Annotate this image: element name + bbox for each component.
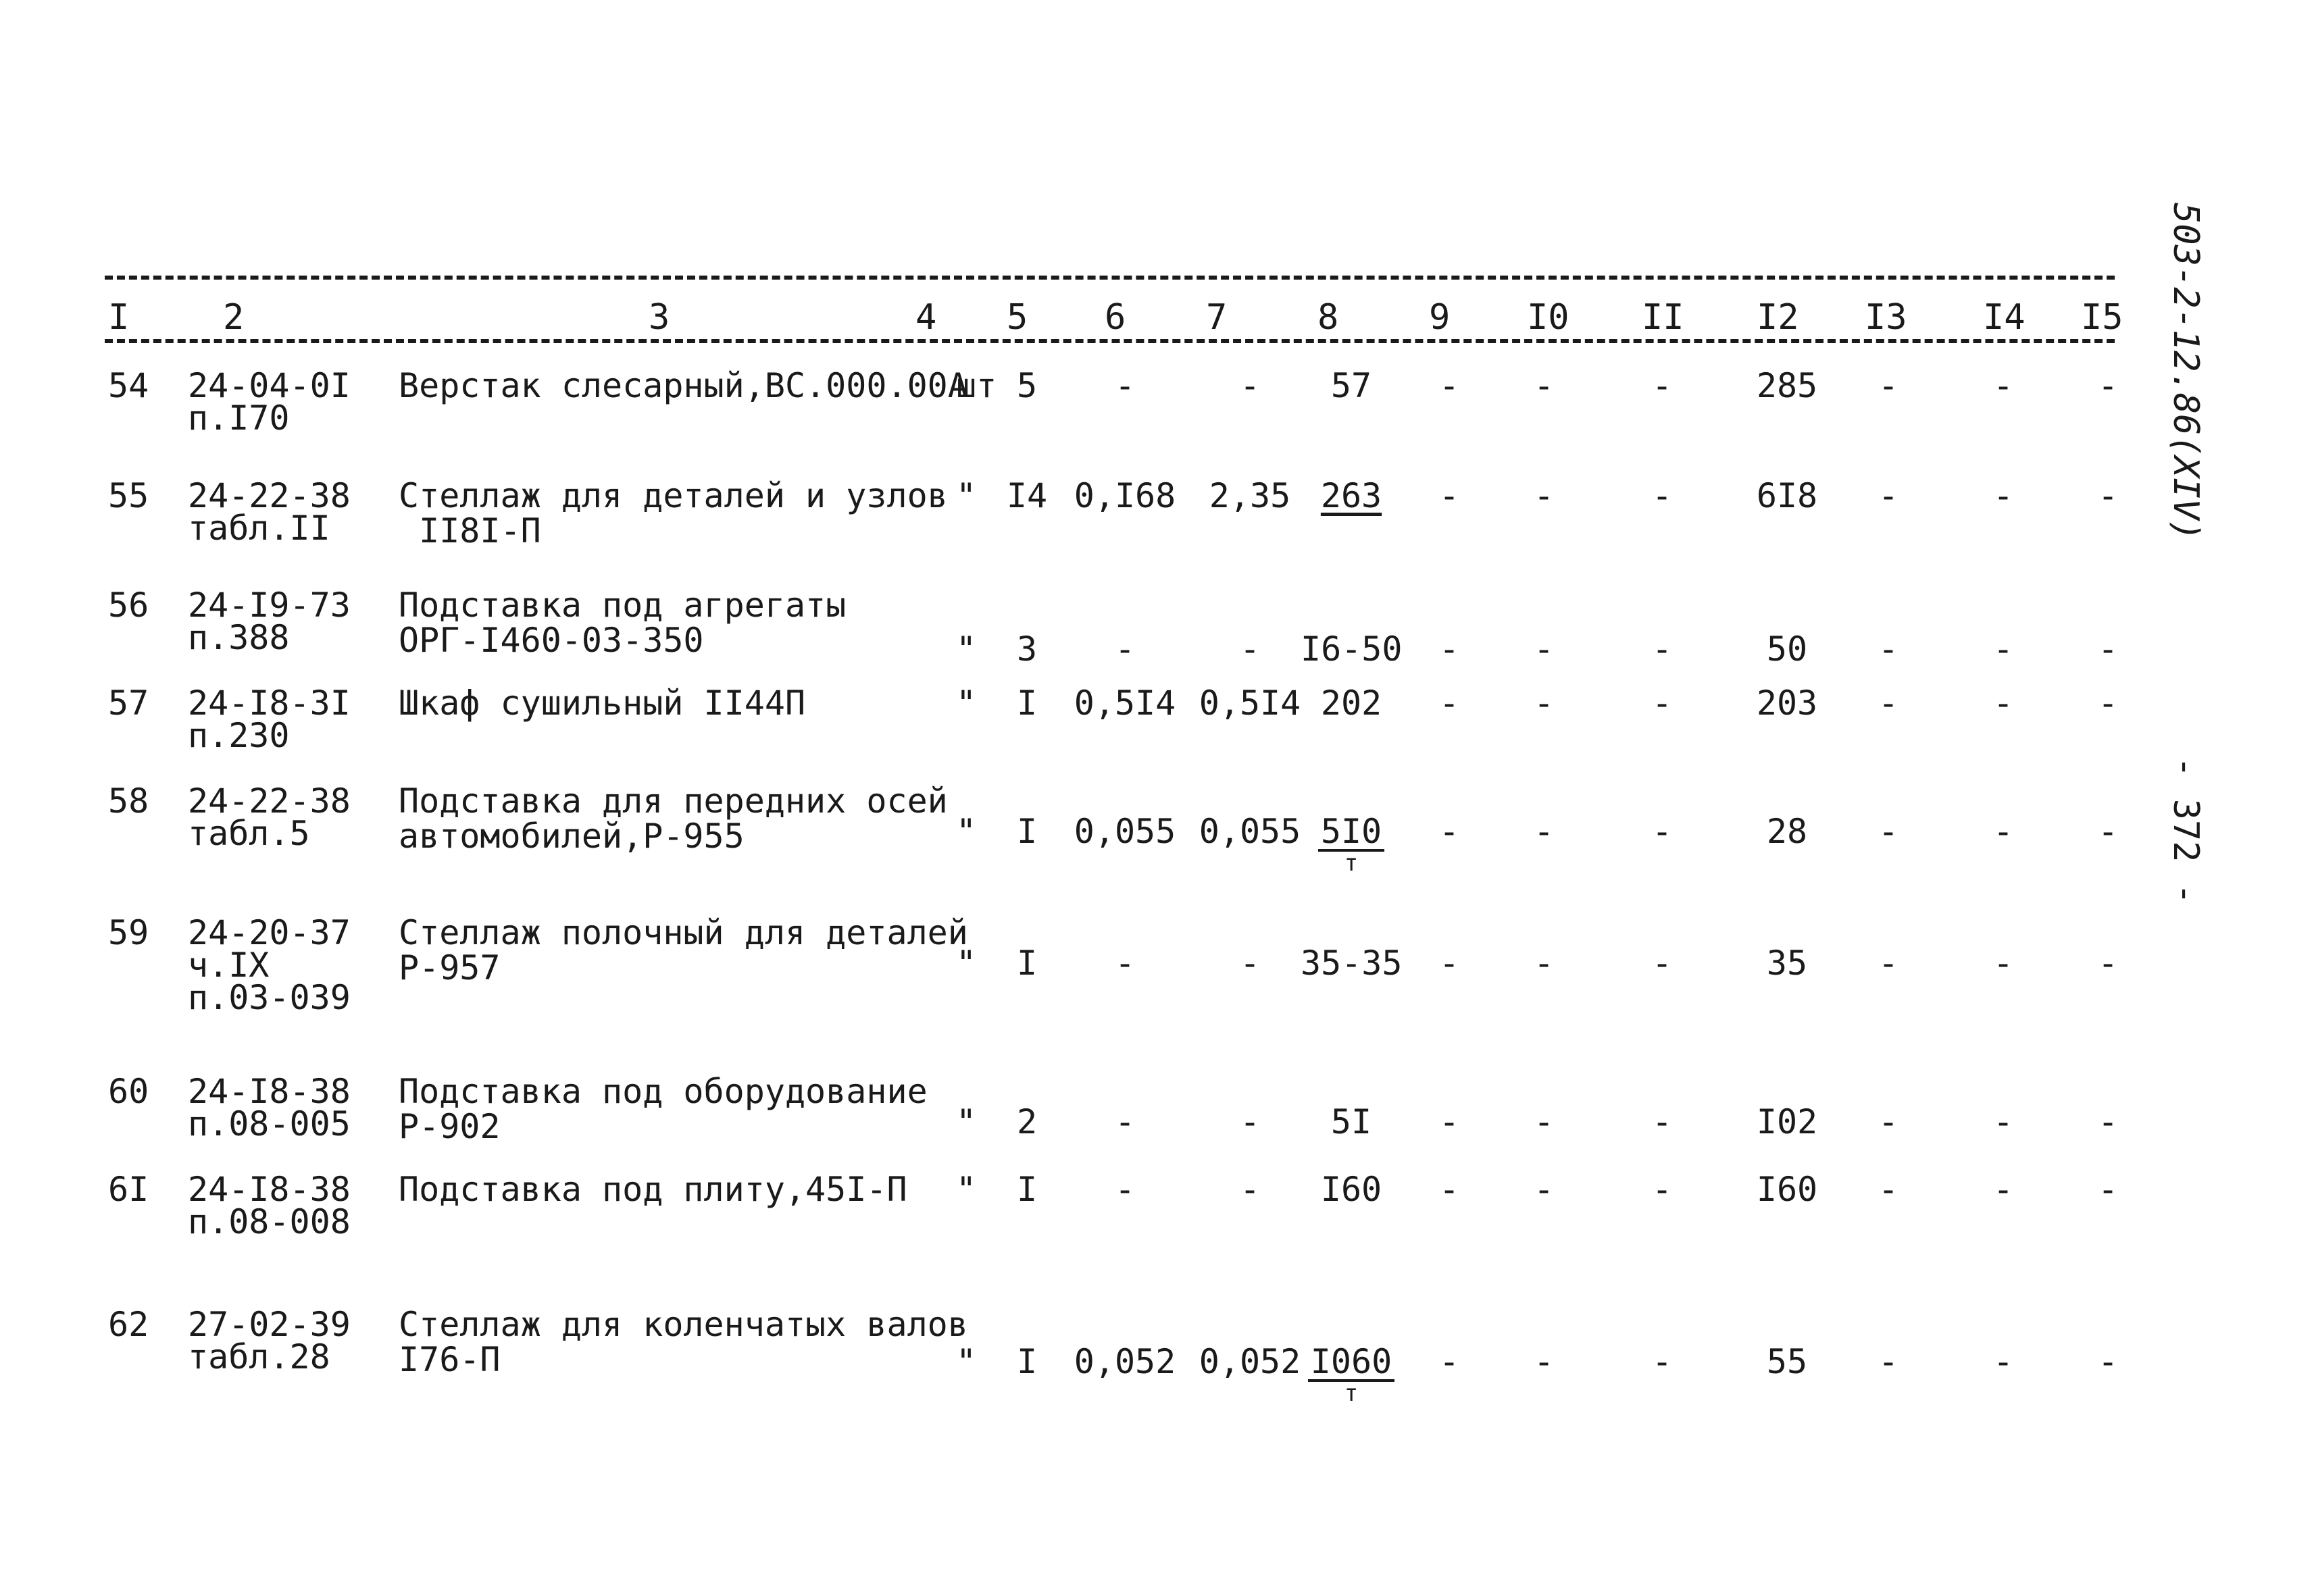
row-code-line2: п.230 (188, 716, 290, 755)
col-header-2: 2 (223, 297, 245, 338)
row-name-line1: Шкаф сушильный II44П (399, 684, 806, 723)
row-col10: - (1533, 944, 1555, 983)
row-col8 (1301, 1344, 1402, 1407)
row-name-line2: ОРГ-I460-03-350 (399, 621, 704, 660)
row-qty: I (1016, 684, 1038, 723)
row-col7: - (1239, 1102, 1261, 1141)
row-col9: - (1438, 944, 1460, 983)
row-code-line2: п.08-005 (188, 1104, 351, 1143)
row-col7: - (1239, 1170, 1261, 1209)
row-col11: - (1651, 366, 1673, 405)
row-col7: - (1239, 629, 1261, 669)
row-col15: - (2097, 629, 2119, 669)
row-col6: 0,5I4 (1074, 684, 1176, 723)
col-header-11: II (1642, 297, 1684, 338)
row-name-line2: II8I-П (399, 511, 541, 550)
row-name-line2: автомобилей,Р-955 (399, 817, 745, 856)
row-col15: - (2097, 1342, 2119, 1381)
row-col8: 35-35 (1301, 944, 1403, 983)
row-col14: - (1992, 812, 2014, 851)
row-col8-fraction (1318, 814, 1384, 875)
row-col6: 0,052 (1074, 1342, 1176, 1381)
row-col7: 0,052 (1199, 1342, 1301, 1381)
row-name-line2: Р-902 (399, 1107, 501, 1146)
row-number: 55 (108, 476, 149, 515)
row-col8 (1301, 814, 1402, 877)
row-col13: - (1878, 476, 1899, 515)
row-code-line2: п.I70 (188, 398, 290, 438)
row-col14: - (1992, 1102, 2014, 1141)
row-unit: " (956, 944, 977, 983)
row-col14: - (1992, 366, 2014, 405)
row-code-line2: табл.II (188, 509, 330, 548)
row-col13: - (1878, 812, 1899, 851)
row-number: 54 (108, 366, 149, 405)
row-code-line2: табл.28 (188, 1337, 330, 1376)
row-col11: - (1651, 476, 1673, 515)
row-number: 60 (108, 1072, 149, 1111)
row-col10: - (1533, 684, 1555, 723)
row-code-line2: ч.IX (188, 946, 270, 985)
row-qty: I (1016, 944, 1038, 983)
row-col6: - (1114, 1170, 1136, 1209)
row-col15: - (2097, 684, 2119, 723)
col-header-4: 4 (915, 297, 937, 338)
row-col15: - (2097, 476, 2119, 515)
row-col14: - (1992, 1170, 2014, 1209)
col-header-12: I2 (1757, 297, 1799, 338)
col-header-9: 9 (1429, 297, 1451, 338)
row-col6: 0,I68 (1074, 476, 1176, 515)
col-header-1: I (108, 297, 130, 338)
row-col11: - (1651, 812, 1673, 851)
row-col15: - (2097, 1170, 2119, 1209)
row-col9: - (1438, 812, 1460, 851)
row-col6: - (1114, 366, 1136, 405)
row-col10: - (1533, 629, 1555, 669)
col-header-14: I4 (1983, 297, 2026, 338)
row-number: 57 (108, 684, 149, 723)
row-name-line1: Стеллаж для коленчатых валов (399, 1305, 968, 1344)
row-unit: " (956, 1170, 977, 1209)
row-col15: - (2097, 944, 2119, 983)
row-name-line1: Подставка под агрегаты (399, 586, 847, 625)
row-col12: 6I8 (1756, 476, 1818, 515)
row-col12: 35 (1766, 944, 1808, 983)
row-qty: I (1016, 812, 1038, 851)
row-code-line1: 24-I9-73 (188, 586, 351, 625)
row-col13: - (1878, 684, 1899, 723)
row-col8-value: 5I0 (1318, 814, 1384, 852)
row-col8: I60 (1320, 1170, 1382, 1209)
row-col14: - (1992, 944, 2014, 983)
row-col12: 28 (1766, 812, 1808, 851)
row-code-line1: 24-I8-3I (188, 684, 351, 723)
col-header-13: I3 (1865, 297, 1907, 338)
row-col13: - (1878, 629, 1899, 669)
row-col13: - (1878, 944, 1899, 983)
row-col8: 202 (1320, 684, 1382, 723)
row-unit: шт (956, 366, 997, 405)
row-name-line1: Подставка под оборудование (399, 1072, 928, 1111)
row-col14: - (1992, 684, 2014, 723)
row-col11: - (1651, 629, 1673, 669)
row-col8-unit: т (1344, 850, 1359, 877)
row-col9: - (1438, 1342, 1460, 1381)
row-code-line3: п.03-039 (188, 978, 351, 1017)
row-col6: - (1114, 944, 1136, 983)
document-code: 503-2-12.86(XIV) (2165, 203, 2206, 541)
row-col14: - (1992, 476, 2014, 515)
row-code-line1: 27-02-39 (188, 1305, 351, 1344)
row-col12: I02 (1756, 1102, 1818, 1141)
row-col10: - (1533, 812, 1555, 851)
row-col8: 263 (1320, 476, 1382, 515)
row-code-line1: 24-I8-38 (188, 1170, 351, 1209)
row-col10: - (1533, 366, 1555, 405)
col-header-6: 6 (1105, 297, 1126, 338)
row-col15: - (2097, 812, 2119, 851)
row-code-line2: п.08-008 (188, 1202, 351, 1241)
row-number: 56 (108, 586, 149, 625)
row-col11: - (1651, 684, 1673, 723)
row-unit: " (956, 1342, 977, 1381)
row-col12: 55 (1766, 1342, 1808, 1381)
row-code-line1: 24-I8-38 (188, 1072, 351, 1111)
col-header-7: 7 (1206, 297, 1228, 338)
row-code-line1: 24-20-37 (188, 913, 351, 952)
row-col10: - (1533, 1170, 1555, 1209)
header-bottom-rule (105, 339, 2115, 343)
row-number: 59 (108, 913, 149, 952)
row-col7: - (1239, 366, 1261, 405)
row-unit: " (956, 684, 977, 723)
row-col13: - (1878, 366, 1899, 405)
row-col7: - (1239, 944, 1261, 983)
row-code-line1: 24-22-38 (188, 781, 351, 821)
row-number: 58 (108, 781, 149, 821)
col-header-8: 8 (1317, 297, 1339, 338)
row-qty: I4 (1006, 476, 1048, 515)
col-header-10: I0 (1527, 297, 1569, 338)
row-col14: - (1992, 629, 2014, 669)
row-col12: 203 (1756, 684, 1818, 723)
row-col6: 0,055 (1074, 812, 1176, 851)
row-name-line1: Верстак слесарный,ВС.000.00А (399, 366, 968, 405)
row-name-line2: I76-П (399, 1340, 501, 1379)
row-col8: 57 (1330, 366, 1372, 405)
row-code-line2: табл.5 (188, 814, 310, 853)
row-col7: 0,5I4 (1199, 684, 1301, 723)
row-col13: - (1878, 1342, 1899, 1381)
row-name-line2: Р-957 (399, 948, 501, 987)
row-col11: - (1651, 944, 1673, 983)
row-name-line1: Подставка под плиту,45I-П (399, 1170, 907, 1209)
row-col12: 285 (1756, 366, 1818, 405)
row-col9: - (1438, 1102, 1460, 1141)
table-top-rule (105, 276, 2115, 280)
row-col12: 50 (1766, 629, 1808, 669)
row-col8-unit: т (1344, 1380, 1359, 1407)
row-code-line1: 24-04-0I (188, 366, 351, 405)
row-col9: - (1438, 366, 1460, 405)
row-col11: - (1651, 1102, 1673, 1141)
row-code-line2: п.388 (188, 618, 290, 657)
row-col9: - (1438, 629, 1460, 669)
row-col15: - (2097, 1102, 2119, 1141)
col-header-5: 5 (1007, 297, 1028, 338)
row-col7: 2,35 (1209, 476, 1291, 515)
row-name-line1: Подставка для передних осей (399, 781, 948, 821)
row-col8-fraction (1308, 1344, 1394, 1405)
row-col8: I6-50 (1301, 629, 1403, 669)
row-col6: - (1114, 1102, 1136, 1141)
col-header-3: 3 (649, 297, 670, 338)
row-col14: - (1992, 1342, 2014, 1381)
row-qty: 2 (1016, 1102, 1038, 1141)
row-col7: 0,055 (1199, 812, 1301, 851)
row-col8: 5I (1330, 1102, 1372, 1141)
row-col8-value: I060 (1308, 1344, 1394, 1382)
row-col10: - (1533, 476, 1555, 515)
row-col9: - (1438, 684, 1460, 723)
row-qty: 3 (1016, 629, 1038, 669)
row-unit: " (956, 629, 977, 669)
row-name-line1: Стеллаж для деталей и узлов (399, 476, 948, 515)
row-col9: - (1438, 476, 1460, 515)
row-col11: - (1651, 1170, 1673, 1209)
page-number: - 372 - (2165, 756, 2206, 905)
row-col11: - (1651, 1342, 1673, 1381)
row-number: 6I (108, 1170, 149, 1209)
row-qty: I (1016, 1170, 1038, 1209)
row-col13: - (1878, 1102, 1899, 1141)
row-name-line1: Стеллаж полочный для деталей (399, 913, 968, 952)
row-unit: " (956, 1102, 977, 1141)
row-col15: - (2097, 366, 2119, 405)
row-unit: " (956, 476, 977, 515)
row-col9: - (1438, 1170, 1460, 1209)
row-col6: - (1114, 629, 1136, 669)
row-number: 62 (108, 1305, 149, 1344)
row-qty: 5 (1016, 366, 1038, 405)
row-code-line1: 24-22-38 (188, 476, 351, 515)
row-col12: I60 (1756, 1170, 1818, 1209)
row-col10: - (1533, 1342, 1555, 1381)
row-qty: I (1016, 1342, 1038, 1381)
row-unit: " (956, 812, 977, 851)
row-col13: - (1878, 1170, 1899, 1209)
col-header-15: I5 (2081, 297, 2123, 338)
row-col10: - (1533, 1102, 1555, 1141)
